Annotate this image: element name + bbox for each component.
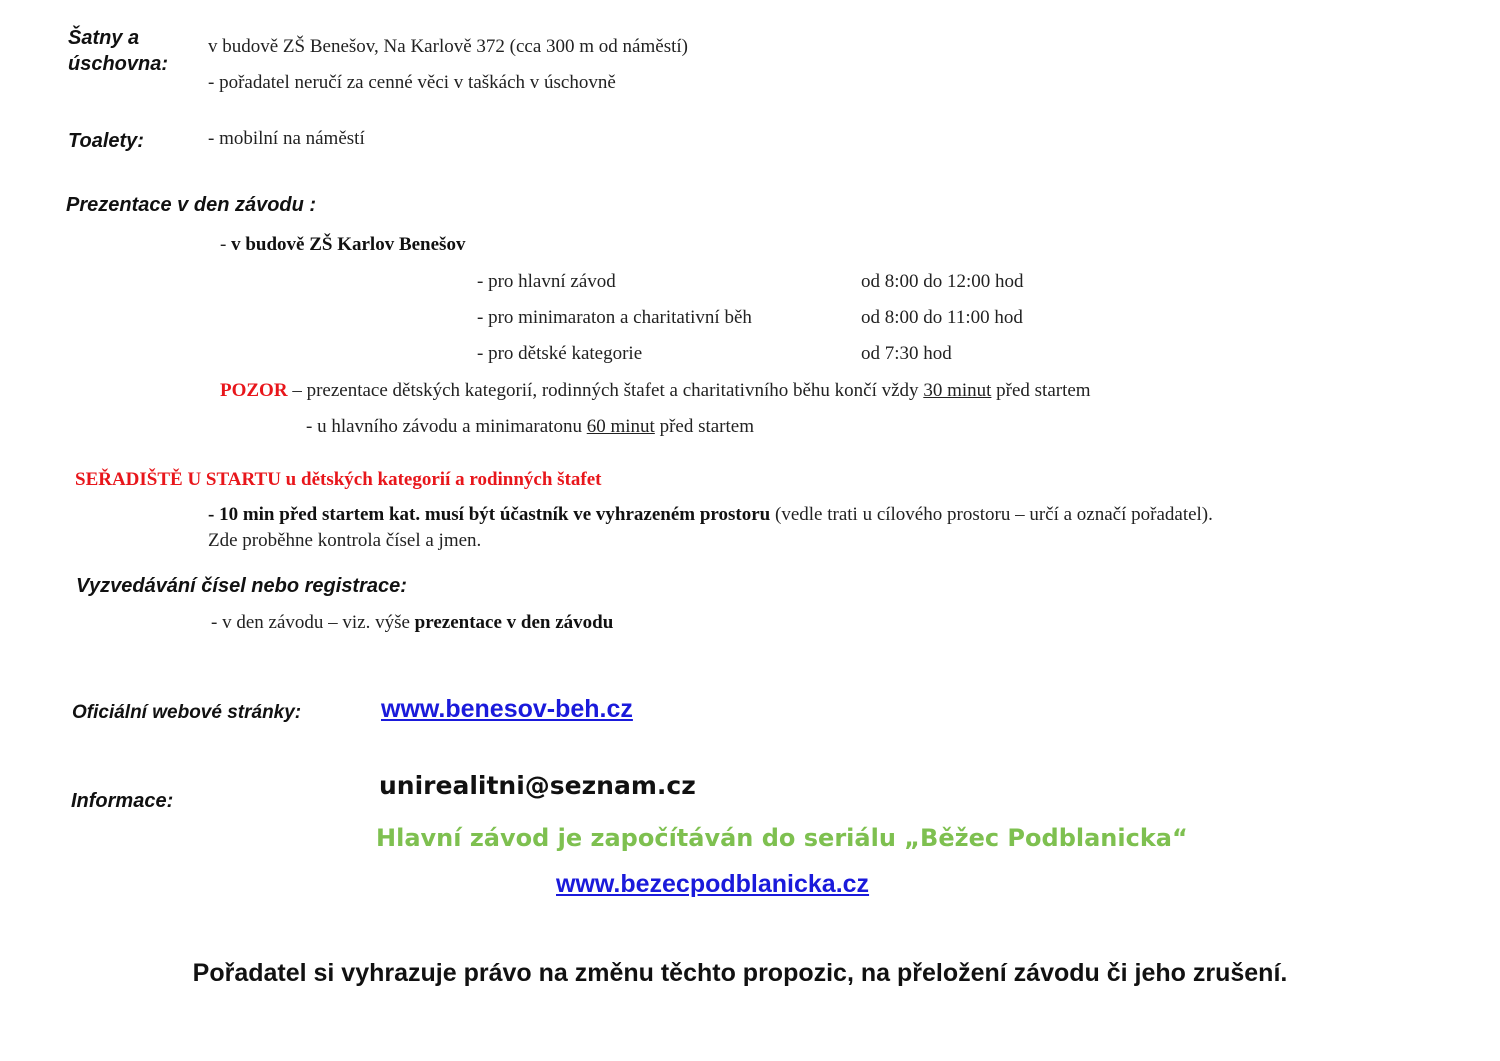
serial-notice: Hlavní závod je započítáván do seriálu „Běžec Podblanicka“ (376, 824, 1188, 852)
seradiste-heading: SEŘADIŠTĚ U STARTU u dětských kategorií a rodinných štafet (75, 469, 602, 490)
prezentace-location (220, 233, 465, 257)
main-race-notice (306, 415, 754, 439)
official-website-link[interactable]: www.benesov-beh.cz (381, 695, 633, 723)
main-text-b: před startem (654, 416, 754, 437)
main-text-a: - u hlavního závodu a minimaratonu (306, 416, 587, 437)
pozor-text-a: – prezentace dětských kategorií, rodinných štafet a charitativního běhu končí vždy (287, 380, 924, 401)
seradiste-instruction (208, 503, 1213, 527)
vyzvedavani-text-bold: prezentace v den závodu (414, 612, 614, 633)
vyzvedavani-text-a: - v den závodu – viz. výše (211, 612, 415, 633)
pozor-notice (220, 379, 1091, 403)
vyzvedavani-text (211, 611, 613, 635)
pozor-word: POZOR (220, 380, 288, 401)
contact-email[interactable]: unirealitni@seznam.cz (379, 771, 696, 800)
serial-website-link[interactable]: www.bezecpodblanicka.cz (556, 870, 870, 898)
seradiste-control-text: Zde proběhne kontrola čísel a jmen. (208, 530, 482, 551)
prezentace-heading: Prezentace v den závodu : (66, 194, 317, 216)
organizer-disclaimer: Pořadatel si vyhrazuje právo na změnu těchto propozic, na přeložení závodu či jeho zrušení. (192, 959, 1288, 987)
pozor-text-b: před startem (991, 380, 1091, 401)
satny-location-text: v budově ZŠ Benešov, Na Karlově 372 (cca 300 m od náměstí) (208, 36, 688, 57)
toalety-text: - mobilní na náměstí (208, 128, 365, 149)
pozor-deadline: 30 minut (923, 380, 992, 401)
prezentace-row-item: - pro hlavní závod (477, 271, 616, 292)
prezentace-row-item: - pro minimaraton a charitativní běh (477, 307, 752, 328)
vyzvedavani-heading: Vyzvedávání čísel nebo registrace: (76, 575, 407, 597)
prezentace-row-time: od 8:00 do 12:00 hod (861, 271, 1024, 292)
prezentace-row-time: od 8:00 do 11:00 hod (861, 307, 1023, 328)
seradiste-bold-text: - 10 min před startem kat. musí být účastník ve vyhrazeném prostoru (208, 504, 771, 525)
prezentace-row-item: - pro dětské kategorie (477, 343, 643, 364)
main-deadline: 60 minut (586, 416, 655, 437)
informace-label: Informace: (71, 790, 174, 812)
satny-label-line1: Šatny a (68, 27, 140, 49)
seradiste-normal-text: (vedle trati u cílového prostoru – určí a označí pořadatel). (770, 504, 1213, 525)
satny-disclaimer-text: - pořadatel neručí za cenné věci v taškách v úschovně (208, 72, 616, 93)
satny-label-line2: úschovna: (68, 53, 169, 75)
toalety-label: Toalety: (68, 130, 144, 152)
web-label: Oficiální webové stránky: (72, 702, 302, 723)
prezentace-location-dash: - (220, 234, 232, 255)
prezentace-row-time: od 7:30 hod (861, 343, 952, 364)
prezentace-location-name: v budově ZŠ Karlov Benešov (231, 234, 466, 255)
